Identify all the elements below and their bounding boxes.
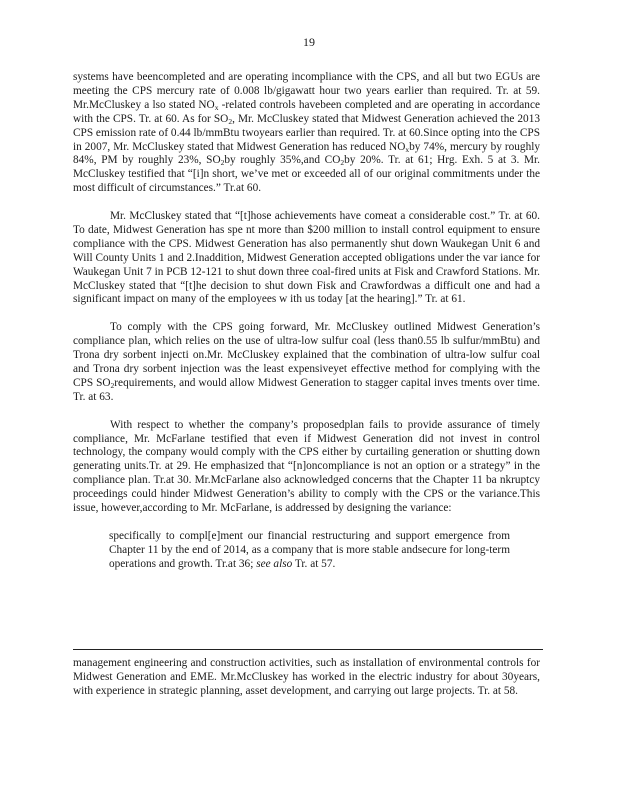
footnote-text: management engineering and construction activities, such as installation of environmental controls for Midwest Generation and EME. Mr.McCluskey has worked in the electric industry for about 30years, with experience in strategic planning, asset development, and carrying out large projects. Tr. at 58. [73, 657, 540, 697]
block-quote: specifically to compl[e]ment our financial restructuring and support emergence from Chapter 11 by the end of 2014, as a company that is more stable andsecure for long-term operations and growth. Tr.at 36; see also Tr. at 57. [109, 529, 510, 570]
footnote-divider [73, 649, 543, 650]
paragraph-4: With respect to whether the company’s proposedplan fails to provide assurance of timely compliance, Mr. McFarlane testified that even if Midwest Generation did not invest in control technology, the company would comply with the CPS either by curtailing generation or shutting down generating units.Tr. at 29. He emphasized that “[n]oncompliance is not an option or a strategy” in the compliance plan. Tr.at 30. Mr.McFarlane also acknowledged concerns that the Chapter 11 ba nkruptcy proceedings could hinder Midwest Generation’s ability to comply with the CPS or the variance.This issue, however,according to Mr. McFarlane, is addressed by designing the variance: [73, 418, 540, 515]
see-also-signal: see also [256, 557, 293, 570]
paragraph-1: systems have beencompleted and are operating incompliance with the CPS, and all but two EGUs are meeting the CPS mercury rate of 0.008 lb/gigawatt hour two years earlier than required. Tr. at 59. Mr.McCluskey a lso stated $NO_x$ -related controls havebeen completed and are operating in accordance with the CPS. Tr. at 60. As for $SO_2$, Mr. McCluskey stated that Midwest Generation achieved the 2013 CPS emission rate of 0.44 lb/mmBtu twoyears earlier than required. Tr. at 60.Since opting into the CPS in 2007, Mr. McCluskey stated that Midwest Generation has reduced $NO_xby$ 74%, mercury by roughly 84%, PM by roughly 23%, $SO_2by$ roughly 35%,and $CO_2by$ 20%. Tr. at 61; Hrg. Exh. 5 at 3. Mr. McCluskey testified that “[i]n short, we’ve met or exceeded all of our original commitments under the most difficult of circumstances.” Tr.at 60. [73, 71, 541, 195]
body-text [73, 71, 540, 572]
page-number: 19 [303, 35, 315, 49]
footnote [73, 657, 540, 699]
paragraph-2: Mr. McCluskey stated that “[t]hose achievements have comeat a considerable cost.” Tr. at 60. To date, Midwest Generation has spe nt more than $200 million to install control equipment to ensure compliance with the CPS. Midwest Generation has also permanently shut down Waukegan Unit 6 and Will County Units 1 and 2.Inaddition, Midwest Generation accepted obligations under the var iance for Waukegan Unit 7 in PCB 12-121 to shut down three coal-fired units at Fisk and Crawford Stations. Mr. McCluskey stated that “[t]he decision to shut down Fisk and Crawfordwas a difficult one and had a significant impact on many of the employees w ith us today [at the hearing].” Tr. at 61. [73, 210, 540, 306]
paragraph-3: To comply with the CPS going forward, Mr. McCluskey outlined Midwest Generation’s compliance plan, which relies on the use of ultra-low sulfur coal (less than0.55 lb sulfur/mmBtu) and Trona dry sorbent injecti on.Mr. McCluskey explained that the combination of ultra-low sulfur coal and Trona dry sorbent injection was the least expensiveyet effective method for complying with the CPS $SO_2requirements$, and would allow Midwest Generation to stagger capital inves tments over time. Tr. at 63. [73, 321, 540, 403]
